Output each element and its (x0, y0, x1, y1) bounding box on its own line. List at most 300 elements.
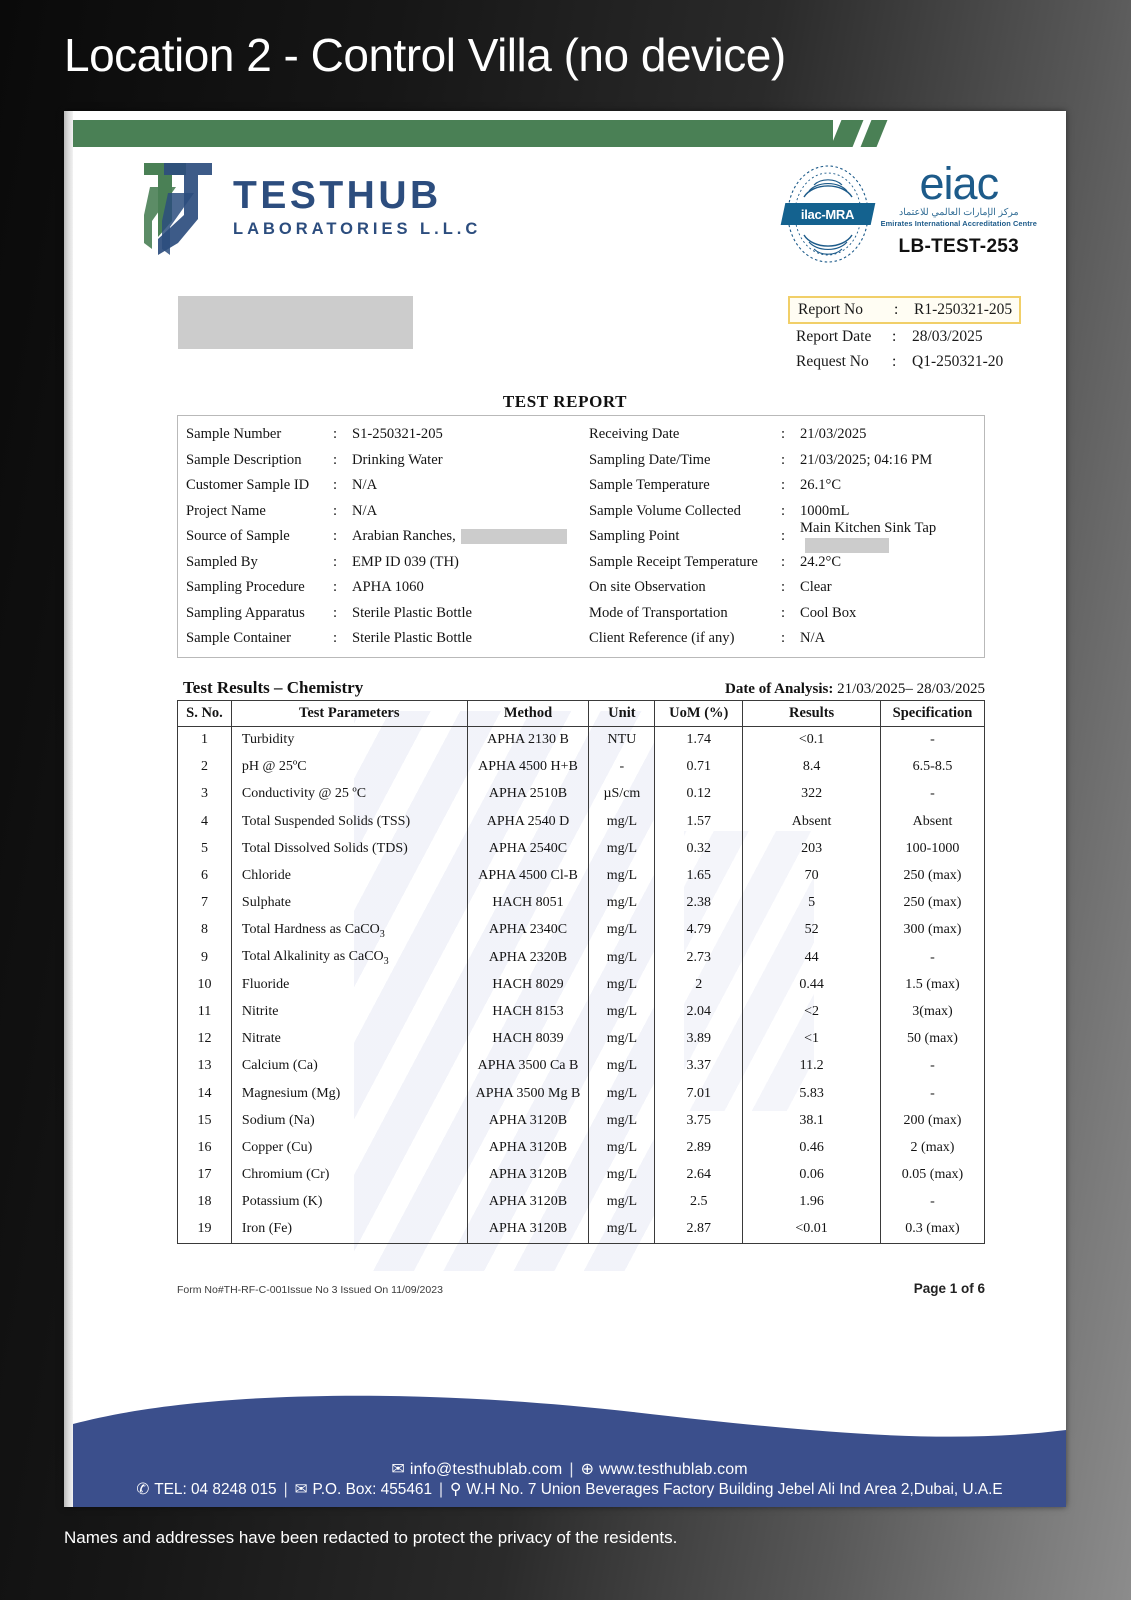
sample-info-value-text: APHA 1060 (352, 579, 424, 596)
table-row (178, 944, 985, 971)
cell-uom: 1.74 (655, 727, 743, 754)
cell-spec: - (881, 1080, 985, 1107)
results-table-head (178, 701, 985, 727)
cell-spec: - (881, 781, 985, 808)
footer-website: www.testhublab.com (599, 1461, 748, 1478)
accreditation-marks (782, 158, 1037, 265)
cell-result: Absent (743, 808, 881, 835)
cell-parameter: Nitrate (231, 1026, 467, 1053)
sample-info-key: Sample Description (186, 451, 302, 468)
report-no-value: R1-250321-205 (914, 301, 1013, 318)
sample-info-value-text: N/A (352, 502, 378, 519)
sample-info-row (178, 575, 581, 601)
table-row (178, 862, 985, 889)
sample-info-key: Sample Volume Collected (589, 502, 741, 519)
cell-sno: 4 (178, 808, 232, 835)
cell-uom: 2.89 (655, 1134, 743, 1161)
cell-uom: 4.79 (655, 917, 743, 944)
sample-info-colon: : (781, 553, 786, 570)
cell-spec: 1.5 (max) (881, 971, 985, 998)
cell-parameter: Sodium (Na) (231, 1107, 467, 1134)
phone-icon: ✆ (136, 1481, 150, 1499)
cell-method: HACH 8153 (467, 998, 589, 1025)
sample-info-key: Sample Number (186, 426, 282, 443)
cell-spec: 250 (max) (881, 862, 985, 889)
request-no-colon: : (892, 352, 897, 370)
cell-parameter: Iron (Fe) (231, 1216, 467, 1243)
sample-info-row (581, 519, 984, 550)
sample-info-key: On site Observation (589, 579, 706, 596)
sample-info-key: Customer Sample ID (186, 477, 310, 494)
sample-info-row (581, 626, 984, 652)
cell-sno: 3 (178, 781, 232, 808)
cell-sno: 2 (178, 754, 232, 781)
results-header-row (178, 701, 985, 727)
cell-uom: 1.57 (655, 808, 743, 835)
sample-info-value (800, 554, 984, 571)
table-row (178, 1134, 985, 1161)
redacted-text-block (461, 529, 567, 544)
cell-uom: 3.89 (655, 1026, 743, 1053)
cell-unit: NTU (589, 727, 655, 754)
date-of-analysis-value: 21/03/2025– 28/03/2025 (837, 681, 985, 697)
sample-info-row (581, 448, 984, 474)
report-meta-block (796, 296, 1021, 374)
cell-sno: 15 (178, 1107, 232, 1134)
cell-spec: 200 (max) (881, 1107, 985, 1134)
cell-method: APHA 2130 B (467, 727, 589, 754)
cell-uom: 2 (655, 971, 743, 998)
cell-uom: 2.5 (655, 1189, 743, 1216)
footer-separator-3: | (439, 1481, 444, 1498)
cell-sno: 19 (178, 1216, 232, 1243)
cell-method: APHA 3120B (467, 1216, 589, 1243)
cell-result: 8.4 (743, 754, 881, 781)
sample-info-value (352, 477, 581, 494)
sample-info-row (581, 601, 984, 627)
sample-info-key: Sample Receipt Temperature (589, 553, 758, 570)
results-section-header (177, 678, 985, 698)
sample-info-value-text: Sterile Plastic Bottle (352, 630, 472, 647)
footer-tel: TEL: 04 8248 015 (154, 1481, 277, 1498)
cell-sno: 16 (178, 1134, 232, 1161)
sample-info-row (581, 550, 984, 576)
cell-spec: - (881, 1053, 985, 1080)
cell-unit: mg/L (589, 1080, 655, 1107)
sample-info-colon: : (333, 477, 338, 494)
sample-info-value (352, 452, 581, 469)
cell-method: APHA 3120B (467, 1189, 589, 1216)
cell-uom: 0.71 (655, 754, 743, 781)
cell-result: 5.83 (743, 1080, 881, 1107)
sample-info-colon: : (333, 630, 338, 647)
table-row (178, 808, 985, 835)
sample-info-colon: : (781, 502, 786, 519)
report-date-colon: : (892, 327, 897, 345)
cell-result: 0.44 (743, 971, 881, 998)
cell-parameter: Chloride (231, 862, 467, 889)
cell-parameter: Fluoride (231, 971, 467, 998)
cell-method: APHA 2320B (467, 944, 589, 971)
sample-info-value-text: 26.1°C (800, 477, 842, 494)
page-spine (64, 111, 73, 1507)
cell-unit: mg/L (589, 1107, 655, 1134)
cell-unit: µS/cm (589, 781, 655, 808)
ilac-mra-icon (782, 163, 874, 265)
table-row (178, 1189, 985, 1216)
envelope-icon: ✉ (391, 1461, 405, 1478)
cell-parameter: Sulphate (231, 890, 467, 917)
sample-info-colon: : (781, 579, 786, 596)
cell-spec: 6.5-8.5 (881, 754, 985, 781)
sample-info-key: Sample Container (186, 630, 291, 647)
sample-info-key: Sample Temperature (589, 477, 710, 494)
sample-info-row (178, 550, 581, 576)
cell-unit: mg/L (589, 971, 655, 998)
location-pin-icon: ⚲ (450, 1481, 462, 1499)
cell-result: <1 (743, 1026, 881, 1053)
cell-spec: 250 (max) (881, 890, 985, 917)
cell-unit: mg/L (589, 1162, 655, 1189)
sample-info-value-text: Arabian Ranches, (352, 528, 456, 545)
report-no-colon: : (894, 301, 899, 318)
request-no-label: Request No (796, 352, 869, 370)
sample-info-key: Receiving Date (589, 426, 680, 443)
sample-info-value (800, 477, 984, 494)
footer-address-line (136, 1481, 1002, 1499)
sample-info-table (177, 415, 985, 658)
sample-info-row (178, 601, 581, 627)
table-row (178, 998, 985, 1025)
cell-uom: 1.65 (655, 862, 743, 889)
cell-spec: 300 (max) (881, 917, 985, 944)
sample-info-value (352, 426, 581, 443)
sample-info-colon: : (333, 579, 338, 596)
sample-info-colon: : (333, 528, 338, 545)
sample-info-key: Client Reference (if any) (589, 630, 735, 647)
cell-result: 70 (743, 862, 881, 889)
cell-uom: 2.87 (655, 1216, 743, 1243)
footer-separator-1: | (569, 1461, 574, 1478)
sample-info-row (581, 575, 984, 601)
cell-uom: 3.75 (655, 1107, 743, 1134)
cell-method: HACH 8029 (467, 971, 589, 998)
sample-info-value-text: N/A (352, 477, 378, 494)
cell-result: <0.01 (743, 1216, 881, 1243)
page-number: Page 1 of 6 (913, 1281, 985, 1296)
cell-parameter: Turbidity (231, 727, 467, 754)
cell-result: <0.1 (743, 727, 881, 754)
sample-info-value (352, 503, 581, 520)
cell-sno: 13 (178, 1053, 232, 1080)
cell-method: APHA 2540 D (467, 808, 589, 835)
report-page (64, 111, 1066, 1507)
sample-info-value-text: N/A (800, 630, 826, 647)
cell-spec: 0.3 (max) (881, 1216, 985, 1243)
sample-info-key: Project Name (186, 502, 266, 519)
footer-pobox: P.O. Box: 455461 (312, 1481, 433, 1498)
cell-spec: - (881, 1189, 985, 1216)
cell-result: 11.2 (743, 1053, 881, 1080)
sample-info-left-column (178, 416, 581, 657)
col-header-unit: Unit (589, 701, 655, 727)
results-table-body (178, 727, 985, 1244)
cell-result: 52 (743, 917, 881, 944)
cell-sno: 1 (178, 727, 232, 754)
table-row (178, 1053, 985, 1080)
sample-info-colon: : (781, 630, 786, 647)
green-header-bar (73, 120, 833, 147)
sample-info-value-text: EMP ID 039 (TH) (352, 553, 459, 570)
cell-result: 5 (743, 890, 881, 917)
cell-uom: 2.38 (655, 890, 743, 917)
cell-method: APHA 3120B (467, 1134, 589, 1161)
chemistry-results-table (177, 700, 985, 1244)
eiac-wordmark: eiac (919, 158, 999, 209)
col-header-results: Results (743, 701, 881, 727)
cell-parameter: Total Alkalinity as CaCO$_3$ (231, 944, 467, 971)
cell-sno: 5 (178, 835, 232, 862)
cell-uom: 0.12 (655, 781, 743, 808)
cell-spec: - (881, 727, 985, 754)
cell-result: 44 (743, 944, 881, 971)
col-header-spec: Specification (881, 701, 985, 727)
form-number: Form No#TH-RF-C-001Issue No 3 Issued On 11/09/2023 (177, 1284, 443, 1296)
cell-sno: 12 (178, 1026, 232, 1053)
sample-info-right-column (581, 416, 984, 657)
cell-spec: 3(max) (881, 998, 985, 1025)
table-row (178, 971, 985, 998)
eiac-block (880, 158, 1037, 258)
report-no-row (788, 296, 1021, 324)
cell-unit: mg/L (589, 1216, 655, 1243)
redacted-client-block (178, 296, 413, 349)
cell-spec: Absent (881, 808, 985, 835)
col-header-param: Test Parameters (231, 701, 467, 727)
company-logo (142, 159, 481, 255)
sample-info-value (352, 528, 581, 545)
cell-parameter: Nitrite (231, 998, 467, 1025)
eiac-arabic-text: مركز الإمارات العالمي للاعتماد (898, 206, 1019, 218)
cell-method: APHA 2340C (467, 917, 589, 944)
logo-wordmark: TESTHUB (233, 174, 442, 218)
sample-info-colon: : (333, 502, 338, 519)
cell-result: 0.46 (743, 1134, 881, 1161)
cell-unit: mg/L (589, 1134, 655, 1161)
sample-info-row (178, 626, 581, 652)
table-row (178, 1162, 985, 1189)
ilac-mra-band (780, 203, 875, 225)
cell-result: <2 (743, 998, 881, 1025)
cell-method: APHA 3500 Ca B (467, 1053, 589, 1080)
report-date-row (796, 324, 1021, 349)
sample-info-value (800, 630, 984, 647)
sample-info-value-text: 24.2°C (800, 553, 842, 570)
sample-info-value-text: Drinking Water (352, 451, 443, 468)
date-of-analysis (725, 681, 985, 698)
cell-unit: mg/L (589, 808, 655, 835)
sample-info-key: Mode of Transportation (589, 604, 728, 621)
cell-unit: mg/L (589, 998, 655, 1025)
cell-parameter: Chromium (Cr) (231, 1162, 467, 1189)
cell-method: APHA 2540C (467, 835, 589, 862)
sample-info-value-text: 1000mL (800, 502, 850, 519)
cell-parameter: Magnesium (Mg) (231, 1080, 467, 1107)
cell-spec: 2 (max) (881, 1134, 985, 1161)
logo-tagline: LABORATORIES L.L.C (233, 220, 482, 239)
sample-info-key: Sampling Apparatus (186, 604, 305, 621)
cell-unit: mg/L (589, 944, 655, 971)
cell-sno: 17 (178, 1162, 232, 1189)
col-header-uom: UoM (%) (655, 701, 743, 727)
test-report-heading: TEST REPORT (502, 392, 628, 411)
cell-method: HACH 8051 (467, 890, 589, 917)
cell-unit: mg/L (589, 890, 655, 917)
globe-icon: ⊕ (580, 1461, 595, 1478)
sample-info-key: Sampling Date/Time (589, 451, 711, 468)
sample-info-value (352, 605, 581, 622)
cell-method: APHA 3120B (467, 1107, 589, 1134)
sample-info-value-text: Sterile Plastic Bottle (352, 604, 472, 621)
eiac-english-text: Emirates International Accreditation Centre (880, 218, 1037, 228)
col-header-sno: S. No. (178, 701, 232, 727)
sample-info-value-text: Cool Box (800, 604, 857, 621)
report-date-label: Report Date (796, 327, 872, 345)
sample-info-value (800, 452, 984, 469)
ilac-mra-label: ilac-MRA (800, 206, 855, 222)
sample-info-value (352, 630, 581, 647)
date-of-analysis-label: Date of Analysis: (724, 681, 834, 697)
sample-info-colon: : (333, 604, 338, 621)
sample-info-value (800, 579, 984, 596)
request-no-value: Q1-250321-20 (912, 352, 1004, 370)
cell-sno: 11 (178, 998, 232, 1025)
sample-info-colon: : (333, 553, 338, 570)
table-row (178, 835, 985, 862)
sample-info-colon: : (781, 426, 786, 443)
cell-result: 203 (743, 835, 881, 862)
contact-footer-bar (73, 1382, 1066, 1507)
sample-info-row (178, 499, 581, 525)
footer-separator-2: | (283, 1481, 288, 1498)
cell-result: 0.06 (743, 1162, 881, 1189)
report-date-value: 28/03/2025 (912, 327, 983, 345)
sample-info-value (800, 503, 984, 520)
cell-uom: 3.37 (655, 1053, 743, 1080)
cell-unit: mg/L (589, 917, 655, 944)
cell-method: APHA 3120B (467, 1162, 589, 1189)
cell-method: HACH 8039 (467, 1026, 589, 1053)
sample-info-row (178, 473, 581, 499)
cell-uom: 2.73 (655, 944, 743, 971)
cell-unit: - (589, 754, 655, 781)
cell-result: 1.96 (743, 1189, 881, 1216)
sample-info-value (800, 605, 984, 622)
document-footer (177, 1281, 985, 1296)
cell-parameter: Copper (Cu) (231, 1134, 467, 1161)
sample-info-colon: : (333, 426, 338, 443)
sample-info-key: Sampling Point (589, 528, 680, 545)
slide-title: Location 2 - Control Villa (no device) (64, 29, 786, 81)
green-header-slash-1 (831, 120, 864, 147)
sample-info-colon: : (781, 528, 786, 545)
sample-info-row (178, 524, 581, 550)
sample-info-row (178, 448, 581, 474)
slide-caption: Names and addresses have been redacted to protect the privacy of the residents. (64, 1528, 678, 1547)
sample-info-key: Source of Sample (186, 528, 290, 545)
cell-parameter: Total Hardness as CaCO$_3$ (231, 917, 467, 944)
table-row (178, 1216, 985, 1243)
cell-parameter: Total Dissolved Solids (TDS) (231, 835, 467, 862)
footer-email-web-line (391, 1461, 747, 1479)
sample-info-value (352, 554, 581, 571)
sample-info-value (800, 520, 984, 554)
table-row (178, 1026, 985, 1053)
footer-email: info@testhublab.com (409, 1461, 563, 1478)
cell-unit: mg/L (589, 1053, 655, 1080)
cell-parameter: Calcium (Ca) (231, 1053, 467, 1080)
cell-sno: 7 (178, 890, 232, 917)
cell-sno: 9 (178, 944, 232, 971)
sample-info-value (800, 426, 984, 443)
table-row (178, 890, 985, 917)
col-header-method: Method (467, 701, 589, 727)
cell-uom: 7.01 (655, 1080, 743, 1107)
cell-unit: mg/L (589, 835, 655, 862)
table-row (178, 917, 985, 944)
cell-method: APHA 2510B (467, 781, 589, 808)
cell-result: 38.1 (743, 1107, 881, 1134)
testhub-logo-icon (142, 159, 214, 255)
redacted-text-block (805, 538, 889, 553)
sample-info-row (581, 422, 984, 448)
green-header-slash-2 (861, 120, 888, 147)
cell-parameter: Conductivity @ 25 ºC (231, 781, 467, 808)
cell-parameter: pH @ 25ºC (231, 754, 467, 781)
sample-info-key: Sampled By (186, 553, 258, 570)
sample-info-value-text: 21/03/2025; 04:16 PM (800, 451, 933, 468)
cell-unit: mg/L (589, 862, 655, 889)
table-row (178, 1107, 985, 1134)
cell-parameter: Total Suspended Solids (TSS) (231, 808, 467, 835)
sample-info-colon: : (781, 451, 786, 468)
results-title: Test Results – Chemistry (183, 678, 364, 697)
sample-info-row (581, 473, 984, 499)
cell-result: 322 (743, 781, 881, 808)
sample-info-colon: : (781, 477, 786, 494)
cell-spec: 100-1000 (881, 835, 985, 862)
sample-info-value-text: Clear (800, 579, 832, 596)
footer-contact-lines (73, 1461, 1066, 1499)
sample-info-value-text: Main Kitchen Sink Tap (800, 519, 937, 536)
cell-parameter: Potassium (K) (231, 1189, 467, 1216)
cell-sno: 10 (178, 971, 232, 998)
cell-uom: 2.04 (655, 998, 743, 1025)
cell-spec: 0.05 (max) (881, 1162, 985, 1189)
accreditation-cert-number: LB-TEST-253 (898, 235, 1020, 257)
cell-unit: mg/L (589, 1026, 655, 1053)
cell-spec: 50 (max) (881, 1026, 985, 1053)
table-row (178, 781, 985, 808)
sample-info-row (178, 422, 581, 448)
sample-info-colon: : (781, 604, 786, 621)
cell-spec: - (881, 944, 985, 971)
sample-info-colon: : (333, 451, 338, 468)
request-no-row (796, 349, 1021, 374)
cell-method: APHA 4500 Cl-B (467, 862, 589, 889)
sample-info-value-text: S1-250321-205 (352, 426, 443, 443)
sample-info-value-text: 21/03/2025 (800, 426, 867, 443)
